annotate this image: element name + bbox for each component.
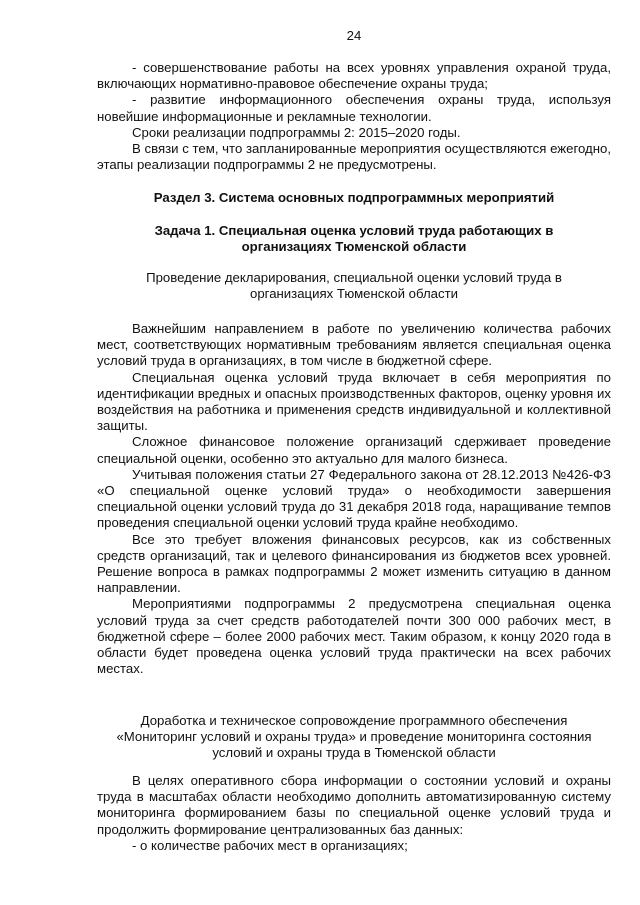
paragraph: - развитие информационного обеспечения охраны труда, используя новейшие информационные и рекламные технологии. [97, 92, 611, 124]
paragraph: Все это требует вложения финансовых ресурсов, как из собственных средств организаций, так и целевого финансирования из бюджетов всех уровней. Решение вопроса в рамках подпрограммы 2 может изменить ситуацию в данном направлении. [97, 531, 611, 596]
subsection-heading-2 [97, 713, 611, 762]
paragraph: Мероприятиями подпрограммы 2 предусмотрена специальная оценка условий труда за счет средств работодателей почти 300 000 рабочих мест, в бюджетной сфере – более 2000 рабочих мест. Таким образом, к концу 2020 года в области будет проведена оценка условий труда практически на всех рабочих местах. [97, 596, 611, 677]
section-title: Раздел 3. Система основных подпрограммных мероприятий [153, 190, 555, 205]
paragraph: Специальная оценка условий труда включает в себя мероприятия по идентификации вредных и опасных производственных факторов, оценку уровня их воздействия на работника и применения средств индивидуальной и коллективной защиты. [97, 369, 611, 434]
subsection-title-line2: «Мониторинг условий и охраны труда» и проведение мониторинга состояния [116, 729, 592, 745]
task-title-line2: организациях Тюменской области [241, 239, 467, 255]
task-title-line1: Задача 1. Специальная оценка условий труда работающих в [154, 223, 554, 238]
paragraph: - совершенствование работы на всех уровнях управления охраной труда, включающих нормативно-правовое обеспечение охраны труда; [97, 60, 611, 92]
paragraph: Важнейшим направлением в работе по увеличению количества рабочих мест, соответствующих нормативным требованиям является специальная оценка условий труда в организациях, в том числе в бюджетной сфере. [97, 321, 611, 369]
page-number: 24 [346, 28, 362, 43]
body-block-1 [97, 321, 611, 677]
paragraph: В целях оперативного сбора информации о состоянии условий и охраны труда в масштабах области необходимо дополнить автоматизированную систему мониторинга формированием базы по специальной оценке условий труда и продолжить формирование централизованных баз данных: [97, 773, 611, 837]
paragraph: Учитывая положения статьи 27 Федерального закона от 28.12.2013 №426-ФЗ «О специальной оценке условий труда» о необходимости завершения специальной оценки условий труда до 31 декабря 2018 года, наращивание темпов проведения специальной оценки условий труда крайне необходимо. [97, 466, 611, 531]
subsection-title-line1: Проведение декларирования, специальной оценки условий труда в [146, 270, 562, 285]
intro-block [97, 60, 611, 173]
section-heading-block [97, 190, 611, 206]
subsection-title-line1: Доработка и техническое сопровождение программного обеспечения [140, 713, 568, 728]
subsection-title-line3: условий и охраны труда в Тюменской области [212, 745, 496, 761]
paragraph: Сложное финансовое положение организаций сдерживает проведение специальной оценки, особенно это актуально для малого бизнеса. [97, 434, 611, 466]
list-item: - о количестве рабочих мест в организациях; [132, 837, 408, 853]
body-block-2 [97, 773, 611, 854]
subsection-title-line2: организациях Тюменской области [250, 286, 458, 302]
subsection-heading-1 [97, 270, 611, 302]
paragraph: В связи с тем, что запланированные мероприятия осуществляются ежегодно, этапы реализации подпрограммы 2 не предусмотрены. [97, 141, 611, 173]
task-heading-block [97, 223, 611, 255]
paragraph: Сроки реализации подпрограммы 2: 2015–2020 годы. [132, 124, 461, 140]
